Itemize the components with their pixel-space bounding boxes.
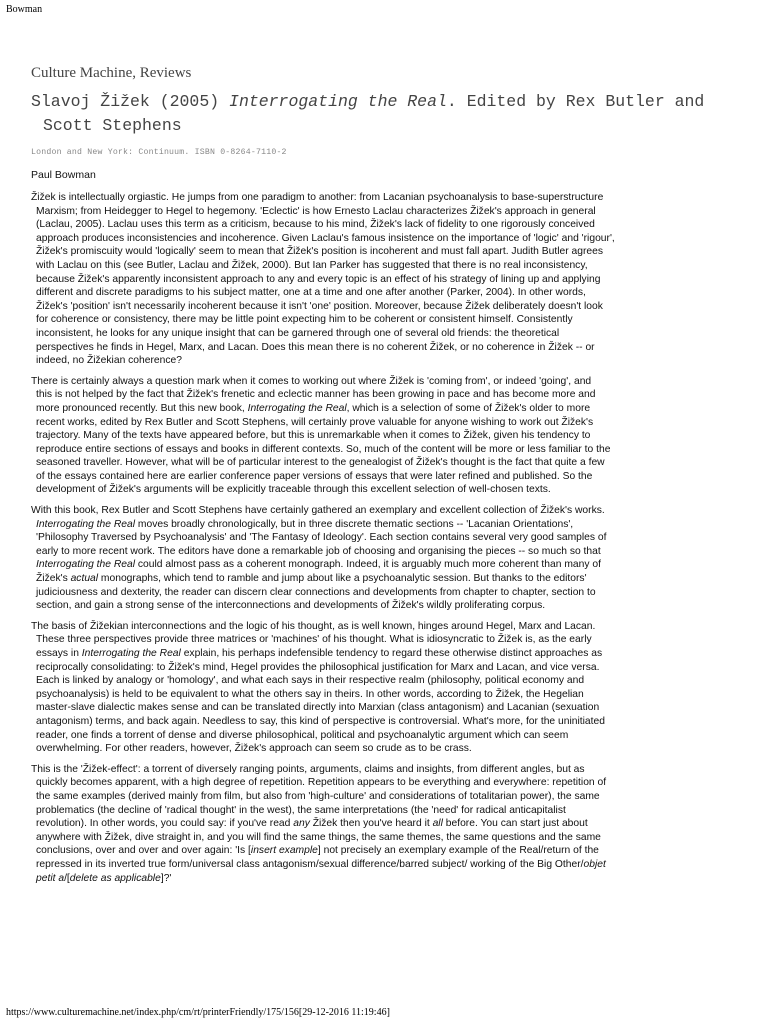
text-segment: ] not precisely an exemplary example of the Real/return of the repressed in its inverted true form/universal class antagonism/sexual difference/barred subject/ working of the Big Other/ <box>36 845 599 870</box>
book-title-prefix: Slavoj Žižek (2005) <box>31 92 230 111</box>
paragraph <box>31 620 721 756</box>
text-segment: Žižek then you've heard it <box>309 818 433 830</box>
text-segment: ]?' <box>160 872 172 884</box>
italic-text: Interrogating the Real <box>36 559 136 571</box>
text-segment: The basis of Žižekian interconnections and the logic of his thought, as is well known, hinges around Hegel, Marx and Lacan. These three perspectives provide three matrices or 'machines' of his thought. What is idiosyncratic to Žižek is, as the early essays in <box>31 620 596 659</box>
article <box>31 62 721 892</box>
text-segment: /[ <box>64 872 70 884</box>
book-title-italic: Interrogating the Real <box>229 92 447 111</box>
text-segment: There is certainly always a question mark when it comes to working out where Žižek is 'coming from', or indeed 'going', and this is not helped by the fact that Žižek's frenetic and eclectic manner has been growing in pace and has become more and more pronounced recently. But this new book, <box>31 375 596 414</box>
text-segment: monographs, which tend to ramble and jump about like a psychoanalytic session. But thanks to the editors' judiciousness and dexterity, the reader can discern clear connections and developments from chapter to chapter, section to section, and gain a strong sense of the interconnections and developments of Žižek's wildly proliferating corpus. <box>36 573 596 612</box>
paragraph <box>31 375 721 497</box>
text-segment: explain, his perhaps indefensible tendency to regard these otherwise distinct approaches as reciprocally consolidating: to Žižek's mind, Hegel provides the philosophical justification for Marx and Lacan, and vice versa. Each is linked by analogy or 'homology', and what each says in their respective realm (philosophy, political economy and psychoanalysis) is held to be equivalent to what the others say in theirs. In other words, according to Žižek, the Hegelian master-slave dialectic makes sense and can be translated directly into Marxian (class antagonism) and Lacanian (sexuation antagonism) terms, and back again. Needless to say, this kind of perspective is controversial. What's more, for the uninitiated reader, one finds a torrent of dense and diverse philosophical, political and psychoanalytic argument which can seem overwhelming. For other readers, however, Žižek's approach can seem so crude as to be crass. <box>36 648 605 755</box>
text-segment: before. You can start just about anywhere with Žižek, dive straight in, and you will find the same things, the same themes, the same questions and the same conclusions, over and over and over again: 'Is [ <box>36 818 601 857</box>
italic-text: actual <box>70 573 99 585</box>
text-segment: Žižek is intellectually orgiastic. He jumps from one paradigm to another: from Lacanian psychoanalysis to base-superstructure Marxism; from Heidegger to Hegel to hegemony. 'Eclectic' is how Ernesto Laclau characterizes Žižek's approach in general (Laclau, 2005). Laclau uses this term as a criticism, because to his mind, Žižek's lack of fidelity to one rigorously conceived approach produces inconsistencies and incoherence. Given Laclau's famous insistence on the importance of 'logic' and 'rigour', Žižek's promiscuity would 'logically' seem to mean that Žižek's position is incoherent and must fall apart. Judith Butler agrees with Laclau on this (see Butler, Laclau and Žižek, 2000). But Ian Parker has suggested that there is no real inconsistency, because Žižek's apparently inconsistent approach to any and every topic is an effect of his strategy of lining up and applying different and discrete paradigms to his subject matter, one at a time and one after another (Parker, 2004). In other words, Žižek's 'position' isn't necessarily incoherent because it isn't 'one' position. Moreover, because Žižek deliberately doesn't look for coherence or consistency, there may be little point expecting him to be coherent or consistent himself. Consistently inconsistent, he looks for any unique insight that can be garnered through one of several old friends: the theoretical perspectives he finds in Hegel, Marx, and Lacan. Does this mean there is no coherent Žižek, or no coherence in Žižek -- or indeed, no Žižekian coherence? <box>31 192 615 367</box>
paragraph <box>31 763 721 885</box>
italic-text: objet petit a <box>36 858 606 884</box>
text-segment: With this book, Rex Butler and Scott Stephens have certainly gathered an exemplary and excellent collection of Žižek's works. <box>31 505 605 517</box>
book-title <box>31 90 721 138</box>
book-title-suffix: . Edited by Rex Butler and Scott Stephens <box>43 92 705 135</box>
italic-text: all <box>432 818 443 830</box>
text-segment: could almost pass as a coherent monograph. Indeed, it is arguably much more coherent than many of Žižek's <box>36 559 601 585</box>
text-segment: , which is a selection of some of Žižek's older to more recent works, edited by Rex Butler and Scott Stephens, will certainly prove valuable for anyone wishing to work out Žižek's trajectory. Many of the texts have appeared before, but this is unremarkable when it comes to Žižek, given his tendency to reproduce entire sections of essays and books in different contexts. So, much of the content will be more or less familiar to the seasoned traveller. However, what will be of particular interest to the genealogist of Žižek's thought is the fact that quite a few of the essays contained here are earlier conference paper versions of essays that were later refined and published. So the development of Žižek's arguments will be explicitly traceable through this excellent selection of well-chosen texts. <box>36 402 611 496</box>
paragraph <box>31 191 721 368</box>
text-segment: This is the 'Žižek-effect': a torrent of diversely ranging points, arguments, claims and insights, from different angles, but as quickly becomes apparent, with a high degree of repetition. Repetition appears to be everything and everywhere: repetition of the same examples (derived mainly from film, but also from 'high-culture' and considerations of totalitarian power), the same problematics (the decline of 'radical thought' in the west), the same interpretations (the 'need' for radical anticapitalist revolution). In other words, you could say: if you've read <box>31 763 607 830</box>
author-name: Paul Bowman <box>31 169 96 181</box>
italic-text: Interrogating the Real <box>36 518 136 530</box>
italic-text: insert example <box>250 845 318 857</box>
paragraph <box>31 504 721 613</box>
italic-text: Interrogating the Real <box>81 648 181 659</box>
article-body <box>31 191 721 885</box>
page-footer-url: https://www.culturemachine.net/index.php/cm/rt/printerFriendly/175/156[29-12-2016 11:19:46] <box>6 1007 390 1018</box>
italic-text: delete as applicable <box>69 872 161 884</box>
italic-text: Interrogating the Real <box>247 402 347 414</box>
section-title: Culture Machine, Reviews <box>31 65 192 81</box>
publication-info: London and New York: Continuum. ISBN 0-8264-7110-2 <box>31 148 287 157</box>
running-head: Bowman <box>6 4 43 15</box>
text-segment: moves broadly chronologically, but in three discrete thematic sections -- 'Lacanian Orientations', 'Philosophy Traversed by Psychoanalysis' and 'The Fantasy of Ideology'. Each section contains several very good samples of early to more recent work. The editors have done a remarkable job of choosing and organising the pieces -- so much so that <box>36 518 607 557</box>
italic-text: any <box>293 818 310 830</box>
